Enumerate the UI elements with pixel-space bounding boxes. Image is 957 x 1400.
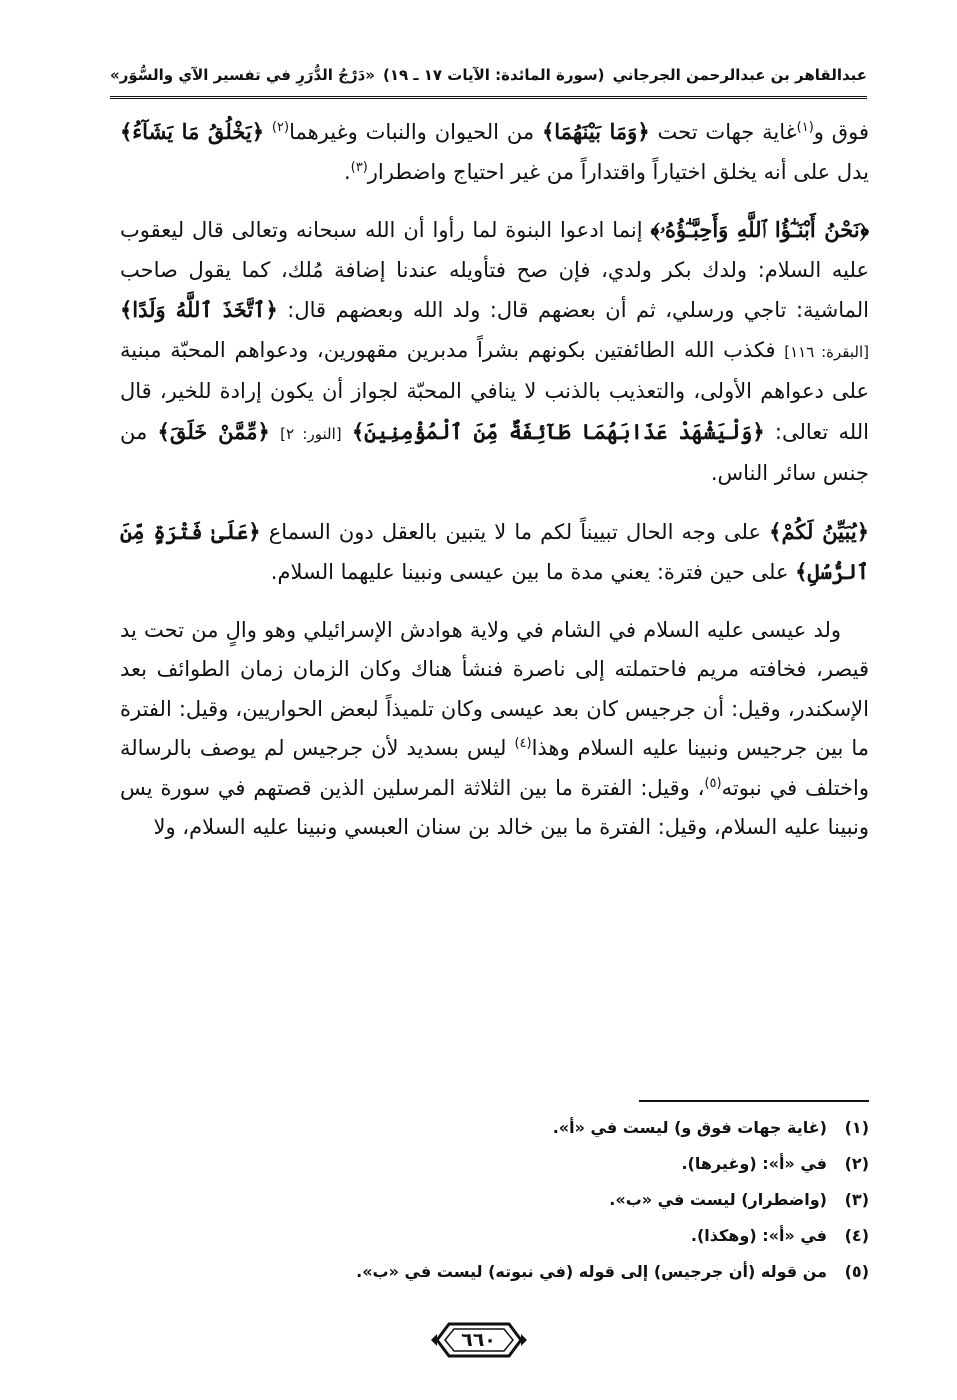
- footnote: [300, 1110, 869, 1146]
- footnote: [300, 1254, 869, 1290]
- footnote-text: (غاية جهات فوق و) ليست في «أ».: [552, 1118, 827, 1137]
- page-number: ٦٦٠: [461, 1329, 496, 1351]
- footnote-text: في «أ»: (وغيرها).: [681, 1154, 827, 1173]
- footnotes: [300, 1110, 869, 1290]
- paragraph: ﴿نَحْنُ أَبْنَـٰٓؤُا ٱللَّهِ وَأَحِبَّـٰٓؤُهُۥ﴾ إنما ادعوا البنوة لما رأوا أن الله سبحانه وتعالى قال ليعقوب عليه السلام: ولدك بكر ولدي، فإن صح فتأويله عندنا إضافة مُلك، كما يقول صاحب الماشية: تاجي ورسلي، ثم أن بعضهم قال: ولد الله وبعضهم قال: ﴿ٱتَّخَذَ ٱللَّهُ وَلَدًا﴾ [البقرة: ١١٦] فكذب الله الطائفتين بكونهم بشراً مدبرين مقهورين، ودعواهم المحبّة مبنية على دعواهم الأولى، والتعذيب بالذنب لا ينافي المحبّة لجواز أن يكون إرادة للخير، قال الله تعالى: ﴿وَلْيَشْهَدْ عَذَابَهُمَا طَآئِفَةٌ مِّنَ ٱلْمُؤْمِنِينَ﴾ [النور: ٢] ﴿مِّمَّنْ خَلَقَ﴾ من جنس سائر الناس.: [120, 217, 869, 485]
- page-number-ornament: [429, 1318, 529, 1362]
- paragraph: فوق و$^{(١)}$غاية جهات تحت ﴿وَمَا بَيْنَهُمَا﴾ من الحيوان والنبات وغيرهما$^{(٢)}$ ﴿يَخْلُقُ مَا يَشَآءُ﴾ يدل على أنه يخلق اختياراً واقتداراً من غير احتياج واضطرار$^{(٣)}$.: [120, 119, 869, 184]
- footnote: [300, 1218, 869, 1254]
- paragraph: ﴿يُبَيِّنُ لَكُمْ﴾ على وجه الحال تبييناً لكم ما لا يتبين بالعقل دون السماع ﴿عَلَىٰ فَتْرَةٍ مِّنَ ٱلرُّسُلِ﴾ على حين فترة: يعني مدة ما بين عيسى ونبينا عليهما السلام.: [120, 518, 870, 584]
- footnote-divider: [639, 1100, 869, 1102]
- header-section: (سورة المائدة: الآيات ١٧ ـ ١٩): [383, 66, 605, 84]
- footnote: [300, 1146, 869, 1182]
- main-text: [120, 112, 869, 866]
- paragraph: ولد عيسى عليه السلام في الشام في ولاية هوادش الإسرائيلي وهو والٍ من تحت يد قيصر، فخافته مريم فاحتملته إلى ناصرة فنشأ هناك وكان الزمان زمان الطوائف بعد الإسكندر، وقيل: أن جرجيس كان بعد عيسى وكان تلميذاً لبعض الحواريين، وقيل: الفترة ما بين جرجيس ونبينا عليه السلام وهذا$^{(٤)}$ ليس بسديد لأن جرجيس لم يوصف بالرسالة واختلف في نبوته$^{(٥)}$، وقيل: الفترة ما بين الثلاثة المرسلين الذين قصتهم في سورة يس ونبينا عليه السلام، وقيل: الفترة ما بين خالد بن سنان العبسي ونبينا عليه السلام، ولا: [120, 617, 869, 839]
- footnote-number: (٥): [844, 1262, 869, 1281]
- footnote: [300, 1182, 869, 1218]
- footnote-number: (٤): [844, 1226, 869, 1245]
- header-author: عبدالقاهر بن عبدالرحمن الجرجاني: [612, 66, 867, 84]
- footnote-number: (٢): [844, 1154, 869, 1173]
- footnote-text: (واضطرار) ليست في «ب».: [609, 1190, 827, 1209]
- footnote-number: (١): [844, 1118, 869, 1137]
- footnote-number: (٣): [844, 1190, 869, 1209]
- page-header: [110, 58, 867, 99]
- footnote-text: من قوله (أن جرجيس) إلى قوله (في نبوته) ليست في «ب».: [356, 1262, 827, 1281]
- footnote-text: في «أ»: (وهكذا).: [690, 1226, 827, 1245]
- header-book-title: «دَرْجُ الدُّرَرِ في تفسير الآي والسُّوَر»: [110, 66, 375, 84]
